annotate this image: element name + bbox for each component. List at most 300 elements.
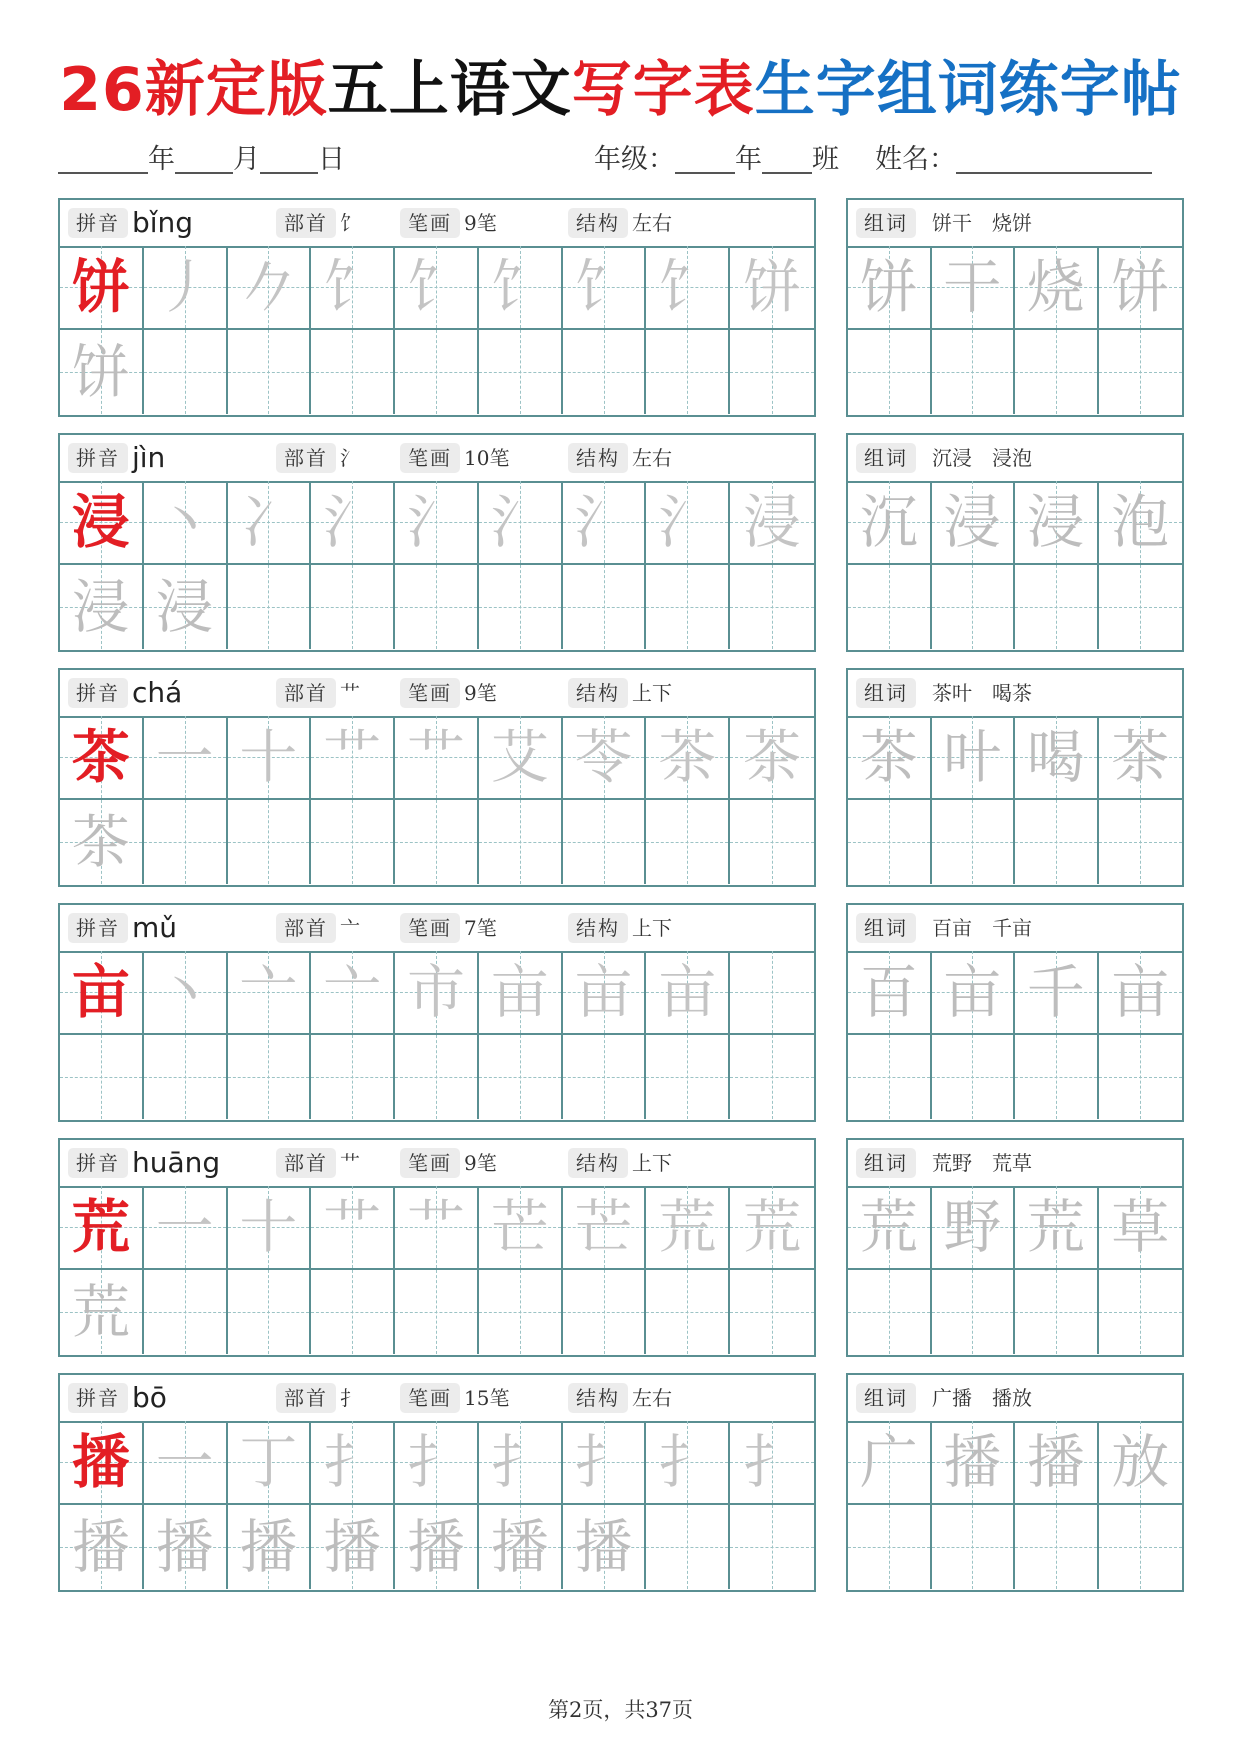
structure-label: 结构 bbox=[568, 208, 628, 238]
practice-cell[interactable] bbox=[479, 1270, 563, 1354]
model-character: 亩 bbox=[71, 958, 130, 1026]
character-info-header bbox=[60, 435, 814, 483]
practice-cell[interactable] bbox=[395, 481, 479, 565]
radical-label: 部首 bbox=[276, 678, 336, 708]
word-trace-character: 野 bbox=[943, 1193, 1002, 1261]
practice-cell[interactable] bbox=[395, 716, 479, 800]
practice-cell[interactable] bbox=[479, 246, 563, 330]
stroke-order-character: 浸 bbox=[743, 488, 802, 556]
practice-cell[interactable] bbox=[479, 1035, 563, 1119]
practice-cell[interactable] bbox=[563, 481, 647, 565]
grade-label: 年级： bbox=[594, 144, 675, 175]
structure-value: 左右 bbox=[632, 211, 672, 235]
practice-cell[interactable] bbox=[60, 1505, 144, 1589]
practice-cell[interactable] bbox=[730, 565, 814, 649]
stroke-order-character: 苓 bbox=[574, 723, 633, 791]
word-practice-cell[interactable] bbox=[848, 481, 932, 565]
practice-cell[interactable] bbox=[730, 1270, 814, 1354]
word-practice-cell[interactable] bbox=[1015, 246, 1099, 330]
word-practice-cell[interactable] bbox=[932, 1505, 1016, 1589]
stroke-order-character: 丿 bbox=[155, 253, 214, 321]
word-panel bbox=[846, 1138, 1184, 1357]
practice-cell[interactable] bbox=[228, 330, 312, 414]
stroke-order-character: 荒 bbox=[658, 1193, 717, 1261]
word-practice-cell[interactable] bbox=[1099, 800, 1183, 884]
word-practice-cell[interactable] bbox=[848, 1421, 932, 1505]
word-practice-cell[interactable] bbox=[932, 1421, 1016, 1505]
practice-cell[interactable] bbox=[730, 1421, 814, 1505]
stroke-order-character: 饣 bbox=[490, 253, 549, 321]
name-label: 姓名： bbox=[875, 144, 956, 175]
practice-cell[interactable] bbox=[60, 481, 144, 565]
stroke-order-character: 饼 bbox=[743, 253, 802, 321]
structure-label: 结构 bbox=[568, 1148, 628, 1178]
word-trace-character: 荒 bbox=[1026, 1193, 1085, 1261]
stroke-order-character: 氵 bbox=[574, 488, 633, 556]
character-panel bbox=[58, 198, 816, 417]
practice-cell[interactable] bbox=[311, 1505, 395, 1589]
practice-cell[interactable] bbox=[646, 1421, 730, 1505]
practice-cell[interactable] bbox=[228, 1270, 312, 1354]
practice-cell[interactable] bbox=[730, 716, 814, 800]
practice-cell[interactable] bbox=[646, 1505, 730, 1589]
stroke-order-character: 饣 bbox=[323, 253, 382, 321]
practice-cell[interactable] bbox=[479, 1505, 563, 1589]
stroke-order-character: 十 bbox=[239, 1193, 298, 1261]
practice-cell[interactable] bbox=[395, 1270, 479, 1354]
word-practice-cell[interactable] bbox=[932, 565, 1016, 649]
practice-cell[interactable] bbox=[60, 800, 144, 884]
word-trace-character: 泡 bbox=[1111, 488, 1170, 556]
practice-cell[interactable] bbox=[563, 1505, 647, 1589]
practice-cell[interactable] bbox=[563, 1421, 647, 1505]
radical-label: 部首 bbox=[276, 208, 336, 238]
stroke-order-character: 亩 bbox=[490, 958, 549, 1026]
practice-cell[interactable] bbox=[479, 716, 563, 800]
practice-cell[interactable] bbox=[646, 565, 730, 649]
stroke-order-character: 氵 bbox=[323, 488, 382, 556]
pinyin-label: 拼音 bbox=[68, 1148, 128, 1178]
title-part-4: 生字组词练字帖 bbox=[754, 55, 1182, 125]
stroke-order-character: 扌 bbox=[743, 1428, 802, 1496]
stroke-order-character: 荒 bbox=[743, 1193, 802, 1261]
trace-character: 茶 bbox=[71, 808, 130, 876]
practice-cell[interactable] bbox=[479, 1186, 563, 1270]
word-practice-cell[interactable] bbox=[848, 800, 932, 884]
pinyin-value: chá bbox=[132, 676, 183, 709]
word-practice-cell[interactable] bbox=[1099, 565, 1183, 649]
stroke-order-character: 艹 bbox=[406, 1193, 465, 1261]
practice-cell[interactable] bbox=[228, 1505, 312, 1589]
character-panel bbox=[58, 1138, 816, 1357]
strokes-label: 笔画 bbox=[400, 913, 460, 943]
word-trace-character: 放 bbox=[1111, 1428, 1170, 1496]
stroke-order-character: 饣 bbox=[406, 253, 465, 321]
word-panel bbox=[846, 433, 1184, 652]
stroke-order-character: 一 bbox=[155, 1428, 214, 1496]
word-trace-character: 茶 bbox=[1111, 723, 1170, 791]
practice-cell[interactable] bbox=[228, 481, 312, 565]
name-blank[interactable] bbox=[956, 142, 1152, 174]
structure-label: 结构 bbox=[568, 678, 628, 708]
practice-cell[interactable] bbox=[60, 951, 144, 1035]
character-info-header bbox=[60, 200, 814, 248]
strokes-label: 笔画 bbox=[400, 1383, 460, 1413]
practice-cell[interactable] bbox=[479, 800, 563, 884]
practice-cell[interactable] bbox=[228, 1035, 312, 1119]
structure-value: 上下 bbox=[632, 1151, 672, 1175]
pinyin-value: jìn bbox=[132, 441, 166, 474]
stroke-order-character: 茶 bbox=[658, 723, 717, 791]
title-part-1: 26新定版 bbox=[59, 55, 328, 125]
word-trace-character: 百 bbox=[859, 958, 918, 1026]
page-footer: 第2页，共37页 bbox=[547, 1698, 694, 1722]
practice-cell[interactable] bbox=[144, 565, 228, 649]
word-trace-character: 播 bbox=[1026, 1428, 1085, 1496]
practice-cell[interactable] bbox=[395, 565, 479, 649]
word-practice-cell[interactable] bbox=[1099, 1421, 1183, 1505]
practice-cell[interactable] bbox=[563, 716, 647, 800]
character-info-header bbox=[60, 1375, 814, 1423]
stroke-order-character: 扌 bbox=[490, 1428, 549, 1496]
practice-cell[interactable] bbox=[144, 246, 228, 330]
practice-cell[interactable] bbox=[563, 1270, 647, 1354]
practice-cell[interactable] bbox=[228, 951, 312, 1035]
practice-cell[interactable] bbox=[311, 951, 395, 1035]
practice-cell[interactable] bbox=[60, 330, 144, 414]
practice-cell[interactable] bbox=[311, 1421, 395, 1505]
word-header bbox=[848, 905, 1182, 953]
grade-name-line bbox=[594, 140, 1152, 180]
practice-cell[interactable] bbox=[228, 1421, 312, 1505]
year-blank[interactable] bbox=[58, 142, 148, 174]
trace-character: 播 bbox=[71, 1513, 130, 1581]
word-practice-cell[interactable] bbox=[848, 716, 932, 800]
word-trace-character: 叶 bbox=[943, 723, 1002, 791]
pinyin-label: 拼音 bbox=[68, 1383, 128, 1413]
practice-cell[interactable] bbox=[60, 1421, 144, 1505]
words-value: 广播 播放 bbox=[932, 1386, 1032, 1410]
grade-class-label: 班 bbox=[812, 144, 839, 175]
word-practice-cell[interactable] bbox=[1099, 1505, 1183, 1589]
word-practice-cell[interactable] bbox=[1015, 800, 1099, 884]
word-practice-cell[interactable] bbox=[1099, 481, 1183, 565]
word-practice-cell[interactable] bbox=[1015, 951, 1099, 1035]
practice-cell[interactable] bbox=[311, 481, 395, 565]
practice-cell[interactable] bbox=[479, 1421, 563, 1505]
practice-cell[interactable] bbox=[228, 246, 312, 330]
practice-cell[interactable] bbox=[646, 951, 730, 1035]
word-practice-cell[interactable] bbox=[1099, 1186, 1183, 1270]
word-practice-cell[interactable] bbox=[1015, 481, 1099, 565]
words-value: 百亩 千亩 bbox=[932, 916, 1032, 940]
pinyin-value: huāng bbox=[132, 1146, 221, 1179]
practice-cell[interactable] bbox=[730, 246, 814, 330]
practice-cell[interactable] bbox=[563, 800, 647, 884]
word-header bbox=[848, 1140, 1182, 1188]
practice-cell[interactable] bbox=[60, 1035, 144, 1119]
practice-cell[interactable] bbox=[144, 1186, 228, 1270]
practice-cell[interactable] bbox=[144, 1421, 228, 1505]
words-label: 组词 bbox=[856, 678, 916, 708]
practice-cell[interactable] bbox=[60, 1186, 144, 1270]
practice-cell[interactable] bbox=[60, 246, 144, 330]
practice-cell[interactable] bbox=[144, 481, 228, 565]
practice-cell[interactable] bbox=[311, 565, 395, 649]
word-practice-cell[interactable] bbox=[1015, 565, 1099, 649]
stroke-order-character: 饣 bbox=[574, 253, 633, 321]
practice-cell[interactable] bbox=[730, 330, 814, 414]
word-practice-cell[interactable] bbox=[848, 246, 932, 330]
practice-cell[interactable] bbox=[144, 1270, 228, 1354]
practice-cell[interactable] bbox=[311, 1270, 395, 1354]
radical-value: 艹 bbox=[340, 1151, 360, 1175]
practice-cell[interactable] bbox=[311, 330, 395, 414]
stroke-order-character: 氵 bbox=[406, 488, 465, 556]
strokes-value: 9笔 bbox=[464, 1151, 497, 1175]
title-part-2: 五上语文 bbox=[327, 55, 572, 125]
stroke-order-character: 氵 bbox=[490, 488, 549, 556]
practice-cell[interactable] bbox=[144, 800, 228, 884]
word-practice-cell[interactable] bbox=[932, 1186, 1016, 1270]
trace-character: 播 bbox=[155, 1513, 214, 1581]
model-character: 播 bbox=[71, 1428, 130, 1496]
word-trace-character: 亩 bbox=[943, 958, 1002, 1026]
practice-cell[interactable] bbox=[563, 1035, 647, 1119]
grade-class-blank[interactable] bbox=[762, 142, 812, 174]
practice-cell[interactable] bbox=[144, 716, 228, 800]
year-label: 年 bbox=[148, 144, 175, 175]
word-practice-cell[interactable] bbox=[932, 330, 1016, 414]
practice-cell[interactable] bbox=[395, 951, 479, 1035]
stroke-order-character: 扌 bbox=[323, 1428, 382, 1496]
practice-cell[interactable] bbox=[311, 1186, 395, 1270]
grade-year-blank[interactable] bbox=[675, 142, 735, 174]
word-practice-cell[interactable] bbox=[932, 481, 1016, 565]
model-character: 浸 bbox=[71, 488, 130, 556]
practice-cell[interactable] bbox=[479, 330, 563, 414]
practice-cell[interactable] bbox=[228, 800, 312, 884]
words-label: 组词 bbox=[856, 1383, 916, 1413]
practice-cell[interactable] bbox=[563, 330, 647, 414]
practice-cell[interactable] bbox=[395, 330, 479, 414]
word-practice-cell[interactable] bbox=[1099, 1035, 1183, 1119]
title-part-3: 写字表 bbox=[571, 55, 755, 125]
radical-label: 部首 bbox=[276, 913, 336, 943]
strokes-value: 15笔 bbox=[464, 1386, 510, 1410]
stroke-order-character: 艹 bbox=[323, 1193, 382, 1261]
word-practice-cell[interactable] bbox=[1015, 716, 1099, 800]
word-panel bbox=[846, 668, 1184, 887]
words-value: 茶叶 喝茶 bbox=[932, 681, 1032, 705]
word-practice-cell[interactable] bbox=[848, 951, 932, 1035]
word-trace-character: 沉 bbox=[859, 488, 918, 556]
word-practice-cell[interactable] bbox=[932, 1270, 1016, 1354]
date-line bbox=[58, 140, 345, 180]
words-label: 组词 bbox=[856, 913, 916, 943]
practice-cell[interactable] bbox=[730, 1035, 814, 1119]
practice-cell[interactable] bbox=[395, 246, 479, 330]
strokes-label: 笔画 bbox=[400, 1148, 460, 1178]
word-trace-character: 草 bbox=[1111, 1193, 1170, 1261]
day-label: 日 bbox=[318, 144, 345, 175]
stroke-order-character: 亠 bbox=[239, 958, 298, 1026]
stroke-order-character: 茶 bbox=[743, 723, 802, 791]
word-practice-cell[interactable] bbox=[1015, 1505, 1099, 1589]
practice-cell[interactable] bbox=[144, 1035, 228, 1119]
stroke-order-character: 十 bbox=[239, 723, 298, 791]
practice-cell[interactable] bbox=[730, 800, 814, 884]
practice-cell[interactable] bbox=[395, 800, 479, 884]
day-blank[interactable] bbox=[260, 142, 318, 174]
stroke-order-character: 氵 bbox=[658, 488, 717, 556]
word-practice-cell[interactable] bbox=[848, 1035, 932, 1119]
stroke-order-character: 亩 bbox=[574, 958, 633, 1026]
radical-label: 部首 bbox=[276, 443, 336, 473]
words-label: 组词 bbox=[856, 443, 916, 473]
word-practice-cell[interactable] bbox=[1015, 1421, 1099, 1505]
strokes-label: 笔画 bbox=[400, 208, 460, 238]
word-practice-cell[interactable] bbox=[932, 716, 1016, 800]
practice-cell[interactable] bbox=[395, 1505, 479, 1589]
practice-cell[interactable] bbox=[395, 1186, 479, 1270]
word-practice-cell[interactable] bbox=[1099, 246, 1183, 330]
stroke-order-character: 丶 bbox=[155, 488, 214, 556]
practice-cell[interactable] bbox=[395, 1421, 479, 1505]
word-practice-cell[interactable] bbox=[848, 565, 932, 649]
word-practice-cell[interactable] bbox=[1099, 1270, 1183, 1354]
word-panel bbox=[846, 198, 1184, 417]
word-trace-character: 播 bbox=[943, 1428, 1002, 1496]
word-panel bbox=[846, 1373, 1184, 1592]
practice-cell[interactable] bbox=[646, 800, 730, 884]
practice-cell[interactable] bbox=[563, 1186, 647, 1270]
word-practice-cell[interactable] bbox=[848, 1186, 932, 1270]
word-practice-cell[interactable] bbox=[848, 330, 932, 414]
word-practice-cell[interactable] bbox=[932, 951, 1016, 1035]
stroke-order-character: 扌 bbox=[658, 1428, 717, 1496]
practice-cell[interactable] bbox=[311, 1035, 395, 1119]
practice-cell[interactable] bbox=[228, 1186, 312, 1270]
word-trace-character: 茶 bbox=[859, 723, 918, 791]
pinyin-value: mǔ bbox=[132, 911, 178, 944]
structure-value: 左右 bbox=[632, 446, 672, 470]
stroke-order-character: 扌 bbox=[406, 1428, 465, 1496]
strokes-value: 9笔 bbox=[464, 211, 497, 235]
word-trace-character: 饼 bbox=[1111, 253, 1170, 321]
trace-character: 播 bbox=[574, 1513, 633, 1581]
word-practice-cell[interactable] bbox=[1099, 330, 1183, 414]
practice-cell[interactable] bbox=[311, 246, 395, 330]
word-practice-cell[interactable] bbox=[1015, 330, 1099, 414]
word-practice-cell[interactable] bbox=[1099, 716, 1183, 800]
practice-cell[interactable] bbox=[60, 1270, 144, 1354]
practice-cell[interactable] bbox=[646, 716, 730, 800]
practice-cell[interactable] bbox=[479, 951, 563, 1035]
word-practice-cell[interactable] bbox=[1015, 1186, 1099, 1270]
practice-cell[interactable] bbox=[228, 565, 312, 649]
practice-cell[interactable] bbox=[144, 951, 228, 1035]
practice-cell[interactable] bbox=[646, 330, 730, 414]
practice-cell[interactable] bbox=[646, 481, 730, 565]
word-trace-character: 饼 bbox=[859, 253, 918, 321]
practice-cell[interactable] bbox=[144, 330, 228, 414]
pinyin-value: bō bbox=[132, 1381, 167, 1414]
practice-cell[interactable] bbox=[563, 246, 647, 330]
month-blank[interactable] bbox=[175, 142, 233, 174]
practice-cell[interactable] bbox=[228, 716, 312, 800]
radical-value: 艹 bbox=[340, 681, 360, 705]
practice-cell[interactable] bbox=[563, 565, 647, 649]
practice-cell[interactable] bbox=[730, 951, 814, 1035]
word-trace-character: 荒 bbox=[859, 1193, 918, 1261]
word-practice-cell[interactable] bbox=[848, 1505, 932, 1589]
page-title bbox=[0, 52, 1241, 128]
word-practice-cell[interactable] bbox=[1015, 1035, 1099, 1119]
practice-cell[interactable] bbox=[730, 481, 814, 565]
practice-cell[interactable] bbox=[479, 565, 563, 649]
practice-cell[interactable] bbox=[60, 565, 144, 649]
trace-character: 荒 bbox=[71, 1278, 130, 1346]
practice-cell[interactable] bbox=[311, 800, 395, 884]
model-character: 茶 bbox=[71, 723, 130, 791]
pinyin-value: bǐng bbox=[132, 206, 194, 239]
stroke-order-character: 亩 bbox=[658, 958, 717, 1026]
word-practice-cell[interactable] bbox=[848, 1270, 932, 1354]
structure-value: 上下 bbox=[632, 681, 672, 705]
pinyin-label: 拼音 bbox=[68, 208, 128, 238]
word-practice-cell[interactable] bbox=[1099, 951, 1183, 1035]
practice-cell[interactable] bbox=[563, 951, 647, 1035]
radical-value: 亠 bbox=[340, 916, 360, 940]
structure-label: 结构 bbox=[568, 913, 628, 943]
stroke-order-character: 芒 bbox=[574, 1193, 633, 1261]
word-practice-cell[interactable] bbox=[932, 246, 1016, 330]
model-character: 荒 bbox=[71, 1193, 130, 1261]
strokes-label: 笔画 bbox=[400, 678, 460, 708]
practice-cell[interactable] bbox=[646, 246, 730, 330]
words-label: 组词 bbox=[856, 208, 916, 238]
character-panel bbox=[58, 433, 816, 652]
practice-cell[interactable] bbox=[311, 716, 395, 800]
word-trace-character: 喝 bbox=[1026, 723, 1085, 791]
word-trace-character: 浸 bbox=[943, 488, 1002, 556]
structure-value: 左右 bbox=[632, 1386, 672, 1410]
practice-cell[interactable] bbox=[730, 1186, 814, 1270]
practice-cell[interactable] bbox=[730, 1505, 814, 1589]
practice-cell[interactable] bbox=[395, 1035, 479, 1119]
practice-cell[interactable] bbox=[646, 1035, 730, 1119]
stroke-order-character: 丶 bbox=[155, 958, 214, 1026]
word-trace-character: 烧 bbox=[1026, 253, 1085, 321]
strokes-value: 9笔 bbox=[464, 681, 497, 705]
stroke-order-character: 𠂊 bbox=[239, 253, 298, 321]
stroke-order-character: 一 bbox=[155, 1193, 214, 1261]
model-character: 饼 bbox=[71, 253, 130, 321]
structure-value: 上下 bbox=[632, 916, 672, 940]
word-practice-cell[interactable] bbox=[1015, 1270, 1099, 1354]
practice-cell[interactable] bbox=[479, 481, 563, 565]
practice-cell[interactable] bbox=[646, 1270, 730, 1354]
character-panel bbox=[58, 1373, 816, 1592]
practice-cell[interactable] bbox=[60, 716, 144, 800]
word-practice-cell[interactable] bbox=[932, 1035, 1016, 1119]
practice-cell[interactable] bbox=[646, 1186, 730, 1270]
practice-cell[interactable] bbox=[144, 1505, 228, 1589]
strokes-value: 7笔 bbox=[464, 916, 497, 940]
word-practice-cell[interactable] bbox=[932, 800, 1016, 884]
stroke-order-character: 艾 bbox=[490, 723, 549, 791]
